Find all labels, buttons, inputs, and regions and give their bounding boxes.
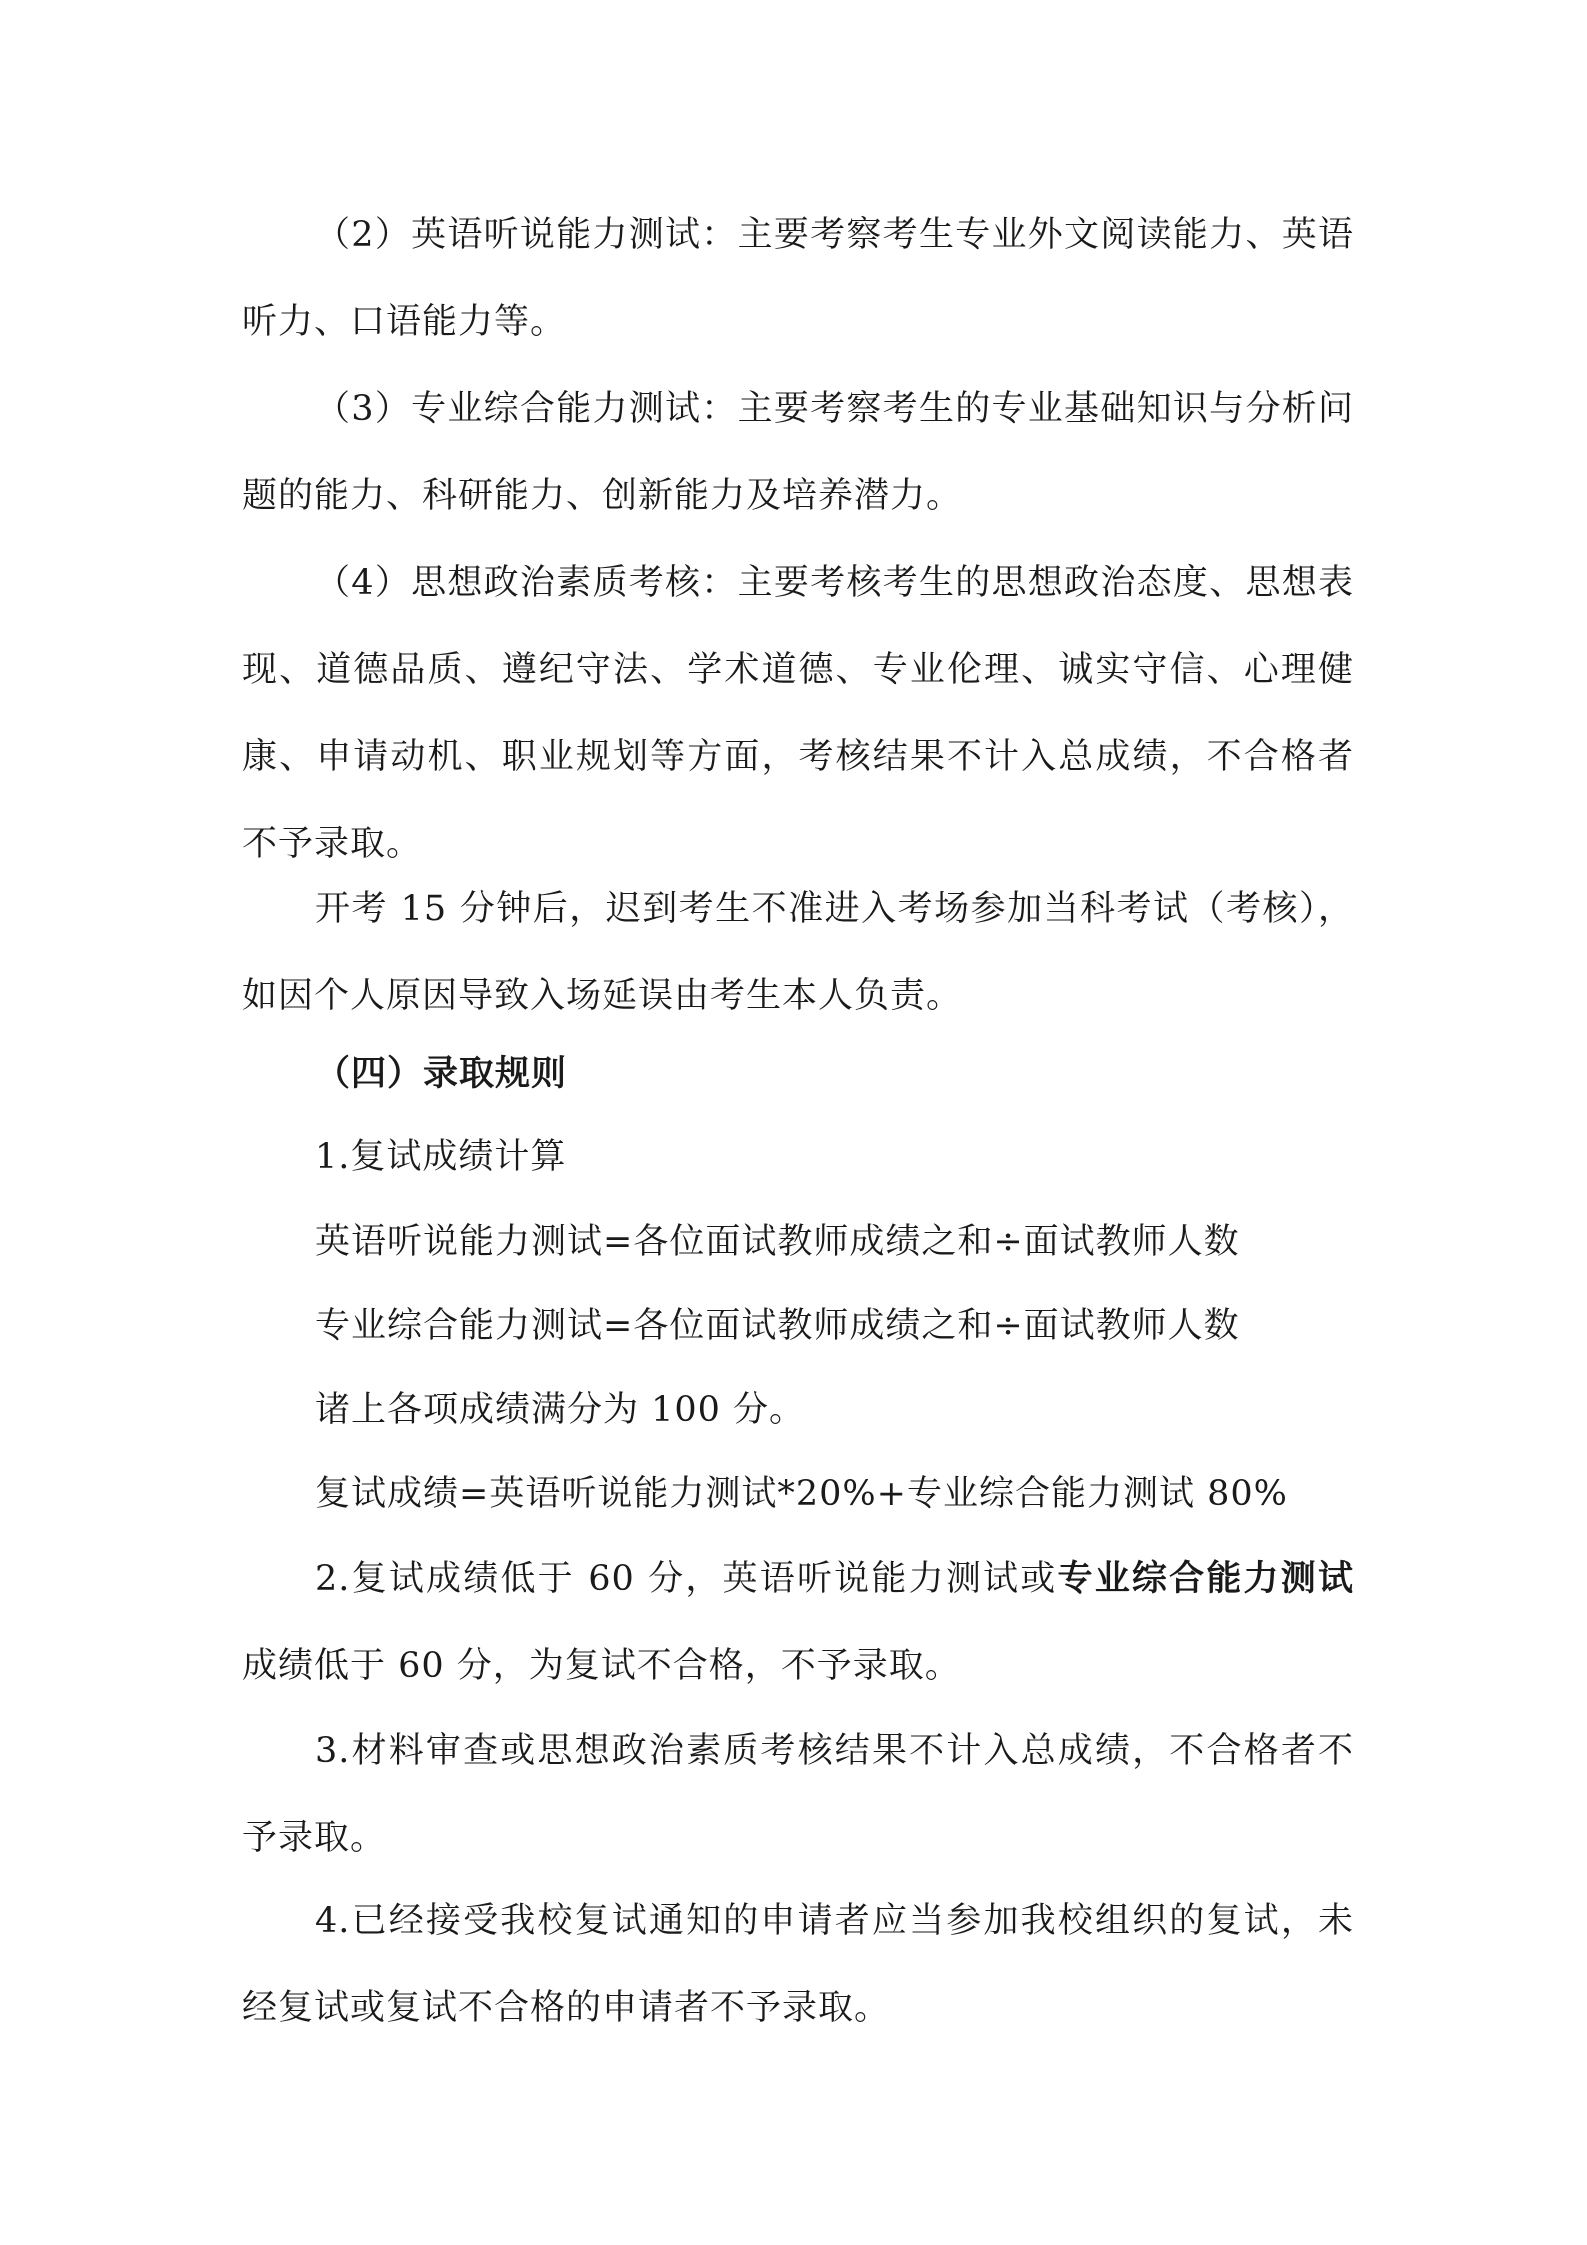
item-2-bold-text: 专业综合能力测试 [1057, 1558, 1354, 1599]
item-3: 3.材料审查或思想政治素质考核结果不计入总成绩，不合格者不予录取。 [242, 1731, 1354, 1858]
paragraph-late-policy: 开考 15 分钟后，迟到考生不准进入考场参加当科考试（考核），如因个人原因导致入场延误由考生本人负责。 [242, 889, 1354, 1016]
full-score-note: 诸上各项成绩满分为 100 分。 [315, 1390, 806, 1430]
item-4: 4.已经接受我校复试通知的申请者应当参加我校组织的复试，未经复试或复试不合格的申请者不予录取。 [242, 1901, 1354, 2028]
paragraph-political-assessment: （4）思想政治素质考核：主要考核考生的思想政治态度、思想表现、道德品质、遵纪守法、学术道德、专业伦理、诚实守信、心理健康、申请动机、职业规划等方面，考核结果不计入总成绩，不合格者不予录取。 [242, 563, 1354, 864]
item-1-title: 1.复试成绩计算 [315, 1137, 567, 1177]
item-2-text-a: 2.复试成绩低于 60 分，英语听说能力测试或 [315, 1559, 1058, 1599]
item-2 [242, 1535, 1354, 1710]
paragraph-english-test: （2）英语听说能力测试：主要考察考生专业外文阅读能力、英语听力、口语能力等。 [242, 215, 1354, 342]
formula-english: 英语听说能力测试=各位面试教师成绩之和÷面试教师人数 [315, 1222, 1240, 1262]
formula-professional: 专业综合能力测试=各位面试教师成绩之和÷面试教师人数 [315, 1306, 1240, 1346]
section-heading: （四）录取规则 [315, 1053, 568, 1094]
formula-total: 复试成绩=英语听说能力测试*20%+专业综合能力测试 80% [315, 1474, 1288, 1514]
paragraph-professional-test: （3）专业综合能力测试：主要考察考生的专业基础知识与分析问题的能力、科研能力、创新能力及培养潜力。 [242, 389, 1354, 516]
item-2-text-b: 成绩低于 60 分，为复试不合格，不予录取。 [242, 1646, 961, 1686]
